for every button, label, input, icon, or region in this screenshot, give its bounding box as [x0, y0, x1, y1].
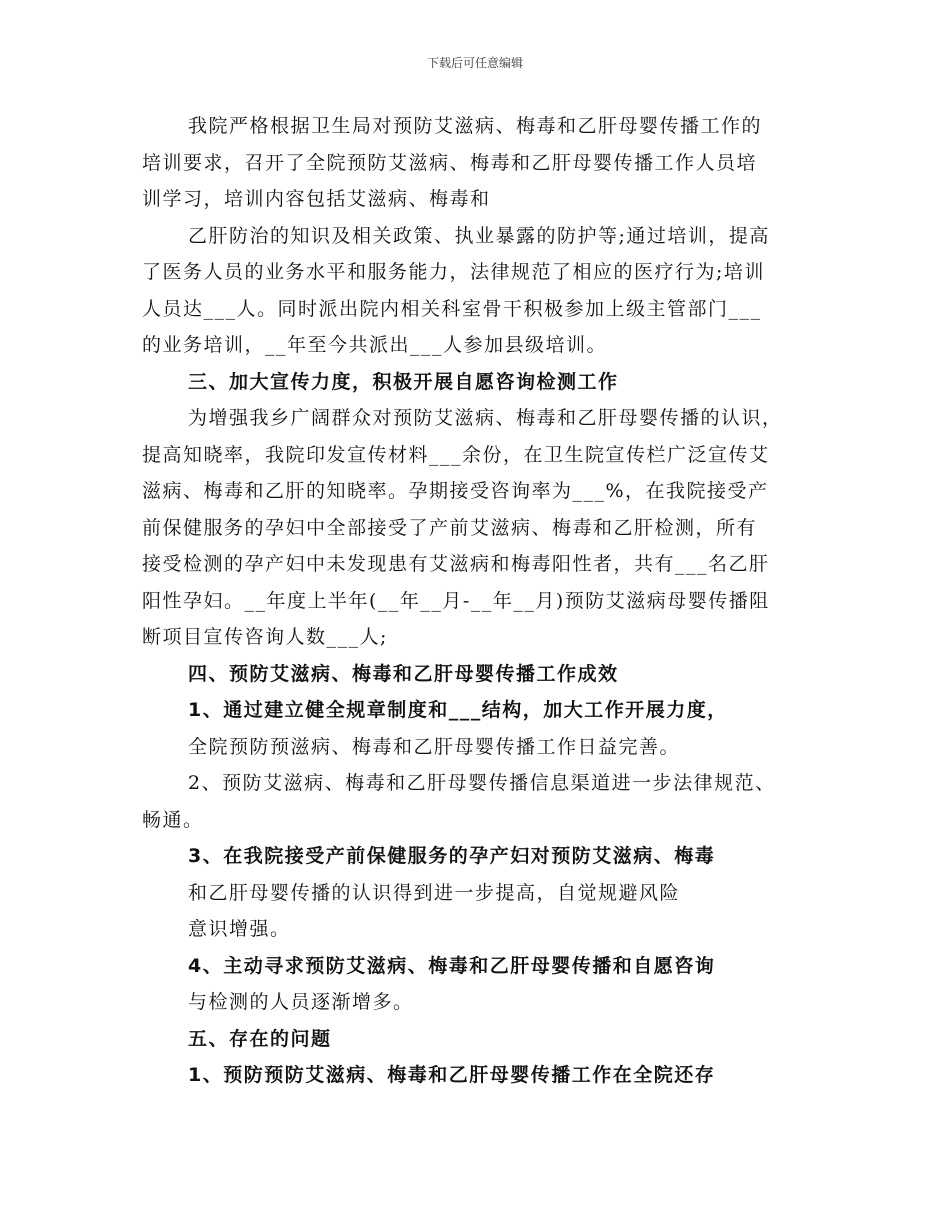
paragraph-line: 提高知晓率，我院印发宣传材料___余份，在卫生院宣传栏广泛宣传艾 — [142, 443, 770, 466]
paragraph-line: 2、预防艾滋病、梅毒和乙肝母婴传播信息渠道进一步法律规范、 — [188, 772, 776, 794]
section-heading-line: 五、存在的问题 — [188, 1027, 332, 1050]
section-heading-line: 3、在我院接受产前保健服务的孕产妇对预防艾滋病、梅毒 — [188, 845, 716, 867]
paragraph-line: 训学习，培训内容包括艾滋病、梅毒和 — [142, 188, 491, 210]
paragraph-line: 意识增强。 — [188, 918, 291, 940]
document-body — [142, 108, 822, 1094]
paragraph-line: 全院预防预滋病、梅毒和乙肝母婴传播工作日益完善。 — [188, 735, 681, 758]
paragraph-line: 畅通。 — [142, 808, 204, 831]
paragraph-line: 我院严格根据卫生局对预防艾滋病、梅毒和乙肝母婴传播工作的 — [188, 115, 763, 137]
paragraph-line: 断项目宣传咨询人数___人; — [142, 626, 388, 648]
paragraph-line: 与检测的人员逐渐增多。 — [188, 991, 414, 1013]
paragraph-line: 人员达___人。同时派出院内相关科室骨干积极参加上级主管部门___ — [142, 297, 762, 320]
paragraph-line: 接受检测的孕产妇中未发现患有艾滋病和梅毒阳性者，共有___名乙肝 — [142, 553, 770, 575]
section-heading-line: 1、通过建立健全规章制度和___结构，加大工作开展力度， — [188, 699, 728, 721]
paragraph-line: 和乙肝母婴传播的认识得到进一步提高，自觉规避风险 — [188, 881, 681, 904]
section-heading-line: 4、主动寻求预防艾滋病、梅毒和乙肝母婴传播和自愿咨询 — [188, 954, 716, 977]
paragraph-line: 前保健服务的孕妇中全部接受了产前艾滋病、梅毒和乙肝检测，所有 — [142, 516, 758, 539]
paragraph-line: 了医务人员的业务水平和服务能力，法律规范了相应的医疗行为;培训 — [142, 261, 765, 283]
paragraph-line: 滋病、梅毒和乙肝的知晓率。孕期接受咨询率为___%，在我院接受产 — [142, 480, 769, 502]
paragraph-line: 阳性孕妇。__年度上半年(__年__月-__年__月)预防艾滋病母婴传播阻 — [142, 589, 770, 612]
page-header: 下载后可任意编辑 — [426, 56, 523, 70]
section-heading-line: 三、加大宣传力度，积极开展自愿咨询检测工作 — [188, 370, 619, 393]
section-heading-line: 1、预防预防艾滋病、梅毒和乙肝母婴传播工作在全院还存 — [188, 1064, 716, 1086]
paragraph-line: 为增强我乡广阔群众对预防艾滋病、梅毒和乙肝母婴传播的认识， — [188, 407, 783, 429]
paragraph-line: 培训要求，召开了全院预防艾滋病、梅毒和乙肝母婴传播工作人员培 — [142, 151, 758, 174]
paragraph-line: 的业务培训，__年至今共派出___人参加县级培训。 — [142, 334, 608, 356]
section-heading-line: 四、预防艾滋病、梅毒和乙肝母婴传播工作成效 — [188, 662, 619, 685]
paragraph-line: 乙肝防治的知识及相关政策、执业暴露的防护等;通过培训，提高 — [188, 224, 770, 247]
